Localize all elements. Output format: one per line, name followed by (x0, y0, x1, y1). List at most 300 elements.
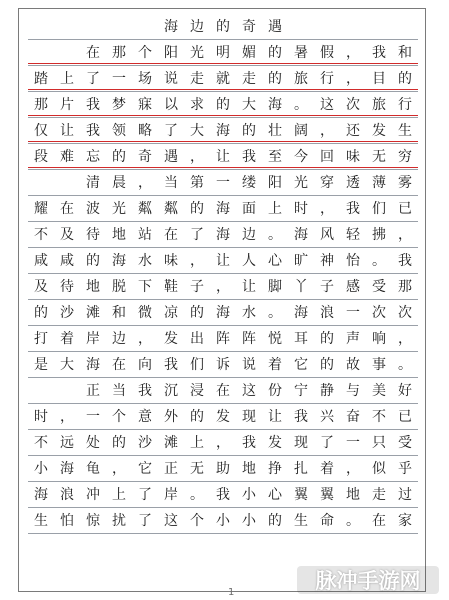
grid-cell: 助 (216, 460, 230, 477)
grid-cell: 过 (398, 486, 412, 503)
grid-cell: 大 (242, 96, 256, 113)
grid-cell: 家 (398, 512, 412, 529)
grid-cell: 光 (190, 44, 204, 61)
grid-cell: 挣 (268, 460, 282, 477)
grid-cell: 至 (268, 148, 282, 165)
grid-cell: 滩 (164, 434, 178, 451)
grid-cell: 发 (372, 122, 386, 139)
red-underline (28, 63, 418, 64)
grid-cell: 咸 (60, 252, 74, 269)
grid-cell: 海 (60, 460, 74, 477)
grid-cell: 。 (190, 486, 204, 503)
grid-cell: 还 (346, 122, 360, 139)
grid-cell: ， (216, 434, 230, 451)
grid-cell: ， (112, 460, 126, 477)
grid-cell: 粼 (164, 200, 178, 217)
grid-cell: 在 (164, 226, 178, 243)
grid-cell: 段 (34, 148, 48, 165)
grid-cell: 雾 (398, 174, 412, 191)
grid-cell: ， (190, 148, 204, 165)
grid-cell (28, 40, 54, 65)
grid-cell: 水 (242, 304, 256, 321)
grid-cell: 了 (164, 122, 178, 139)
grid-cell: 故 (346, 356, 360, 373)
grid-cell: 无 (190, 460, 204, 477)
grid-cell: 处 (86, 434, 100, 451)
grid-cell (54, 378, 80, 403)
grid-cell: 已 (398, 200, 412, 217)
page-number: 1 (228, 587, 235, 598)
grid-cell: ， (138, 174, 152, 191)
grid-cell: 让 (216, 148, 230, 165)
grid-cell: 回 (320, 148, 334, 165)
grid-cell: 岸 (164, 486, 178, 503)
grid-cell: 只 (372, 434, 386, 451)
red-underline (28, 115, 418, 116)
grid-cell: 让 (60, 122, 74, 139)
grid-cell: 浪 (320, 304, 334, 321)
red-underline (28, 141, 418, 142)
grid-cell: 海 (216, 200, 230, 217)
grid-cell: 及 (34, 278, 48, 295)
grid-cell: 忘 (86, 148, 100, 165)
grid-cell: 壮 (268, 122, 282, 139)
grid-cell (54, 40, 80, 65)
grid-cell: 正 (164, 460, 178, 477)
grid-cell: 光 (294, 174, 308, 191)
grid-cell: 已 (398, 408, 412, 425)
grid-cell: 我 (138, 382, 152, 399)
grid-cell: 份 (268, 382, 282, 399)
grid-cell: 梦 (112, 96, 126, 113)
grid-cell: ， (320, 122, 334, 139)
grid-cell: 就 (216, 70, 230, 87)
grid-cell: 一 (112, 70, 126, 87)
grid-cell: 时 (294, 200, 308, 217)
grid-cell: 鞋 (164, 278, 178, 295)
grid-cell: 暑 (294, 44, 308, 61)
grid-cell: 清 (86, 174, 100, 191)
grid-cell: 。 (294, 96, 308, 113)
grid-cell: 在 (372, 512, 386, 529)
grid-cell: 惊 (86, 512, 100, 529)
grid-cell: 兴 (320, 408, 334, 425)
grid-cell: 扰 (112, 512, 126, 529)
grid-cell: 我 (346, 200, 360, 217)
grid-cell: 微 (138, 304, 152, 321)
grid-cell: 上 (112, 486, 126, 503)
grid-cell: 在 (60, 200, 74, 217)
grid-cell: 这 (242, 382, 256, 399)
grid-cell: 我 (372, 44, 386, 61)
grid-cell: 乎 (398, 460, 412, 477)
grid-cell: 我 (398, 252, 412, 269)
grid-cell: 怕 (60, 512, 74, 529)
grid-cell: 子 (320, 278, 334, 295)
grid-cell: 光 (112, 200, 126, 217)
grid-cell: 与 (346, 382, 360, 399)
grid-cell: 次 (346, 96, 360, 113)
grid-cell: 现 (294, 434, 308, 451)
grid-cell: 外 (164, 408, 178, 425)
grid-cell: ， (398, 330, 412, 347)
grid-cell: 晨 (112, 174, 126, 191)
grid-cell: 我 (242, 148, 256, 165)
grid-cell: 海 (294, 226, 308, 243)
grid-cell: 。 (268, 304, 282, 321)
grid-cell: 面 (242, 200, 256, 217)
grid-cell: 上 (190, 434, 204, 451)
grid-cell: 阔 (294, 122, 308, 139)
red-underline (28, 167, 418, 168)
grid-cell: 旅 (294, 70, 308, 87)
grid-cell: 海 (216, 122, 230, 139)
grid-cell: 的 (190, 408, 204, 425)
grid-cell: 是 (34, 356, 48, 373)
grid-cell: 们 (372, 200, 386, 217)
grid-cell: 次 (398, 304, 412, 321)
grid-cell: 着 (320, 460, 334, 477)
grid-cell: 穿 (320, 174, 334, 191)
grid-cell: 它 (138, 460, 152, 477)
grid-cell: 的 (86, 252, 100, 269)
grid-cell: 一 (216, 174, 230, 191)
grid-cell: 在 (86, 44, 100, 61)
grid-cell: 的 (268, 44, 282, 61)
grid-cell: 的 (190, 200, 204, 217)
grid-cell: 脱 (112, 278, 126, 295)
grid-cell: 声 (346, 330, 360, 347)
grid-cell: 走 (190, 70, 204, 87)
grid-cell: 和 (398, 44, 412, 61)
grid-cell: 拂 (372, 226, 386, 243)
grid-cell: ， (60, 408, 74, 425)
grid-cell: 场 (138, 70, 152, 87)
grid-cell: 略 (138, 122, 152, 139)
grid-cell: ， (346, 44, 360, 61)
grid-cell: 不 (372, 408, 386, 425)
grid-cell: 它 (294, 356, 308, 373)
grid-cell: 我 (86, 122, 100, 139)
grid-cell: 地 (346, 486, 360, 503)
grid-cell: 海 (216, 226, 230, 243)
grid-cell: 旅 (372, 96, 386, 113)
grid-cell: 。 (372, 252, 386, 269)
grid-cell: 响 (372, 330, 386, 347)
essay-line (28, 456, 418, 482)
grid-cell: 说 (242, 356, 256, 373)
grid-cell: 上 (268, 200, 282, 217)
grid-cell: 了 (86, 70, 100, 87)
grid-cell: 打 (34, 330, 48, 347)
grid-cell: 当 (164, 174, 178, 191)
grid-cell: 走 (242, 70, 256, 87)
grid-cell: 在 (216, 382, 230, 399)
grid-cell: 小 (34, 460, 48, 477)
grid-cell: 海 (86, 356, 100, 373)
grid-cell (54, 170, 80, 195)
grid-cell: 的 (320, 356, 334, 373)
grid-cell: 着 (60, 330, 74, 347)
watermark-logo: 脉冲手游网 (297, 566, 439, 594)
grid-cell: 边 (112, 330, 126, 347)
grid-cell: 的 (190, 304, 204, 321)
grid-cell: 及 (60, 226, 74, 243)
grid-cell: 的 (268, 70, 282, 87)
grid-cell: 向 (138, 356, 152, 373)
grid-cell: 的 (216, 96, 230, 113)
grid-cell: 透 (346, 174, 360, 191)
grid-cell: 命 (320, 512, 334, 529)
grid-cell: 事 (372, 356, 386, 373)
grid-cell: 小 (242, 512, 256, 529)
grid-cell: 似 (372, 460, 386, 477)
grid-cell: 现 (242, 408, 256, 425)
grid-cell: 行 (320, 70, 334, 87)
grid-cell: 一 (86, 408, 100, 425)
grid-cell: 小 (216, 512, 230, 529)
grid-cell: 领 (112, 122, 126, 139)
grid-cell: 这 (320, 96, 334, 113)
grid-cell: 波 (86, 200, 100, 217)
grid-cell: 旷 (294, 252, 308, 269)
grid-cell: 的 (242, 122, 256, 139)
grid-cell: 沙 (60, 304, 74, 321)
grid-cell: 地 (86, 278, 100, 295)
grid-cell: 龟 (86, 460, 100, 477)
grid-cell: 着 (268, 356, 282, 373)
grid-cell: ， (346, 70, 360, 87)
grid-cell: 静 (320, 382, 334, 399)
essay-line (28, 352, 418, 378)
grid-cell: 阳 (164, 44, 178, 61)
grid-cell: 海 (216, 304, 230, 321)
grid-cell: 冲 (86, 486, 100, 503)
grid-cell: 受 (372, 278, 386, 295)
grid-cell: 心 (268, 486, 282, 503)
grid-cell: 让 (216, 252, 230, 269)
grid-cell: 不 (34, 226, 48, 243)
grid-cell: 个 (190, 512, 204, 529)
grid-cell: 生 (398, 122, 412, 139)
grid-cell: 。 (268, 226, 282, 243)
grid-cell: 凉 (164, 304, 178, 321)
grid-cell: 翼 (294, 486, 308, 503)
essay-line (28, 196, 418, 222)
grid-cell: 让 (242, 278, 256, 295)
essay-line (28, 482, 418, 508)
grid-cell: 悦 (268, 330, 282, 347)
grid-cell: 一 (346, 434, 360, 451)
grid-cell: 仅 (34, 122, 48, 139)
grid-cell: 地 (112, 226, 126, 243)
grid-cell: 丫 (294, 278, 308, 295)
grid-cell: 次 (372, 304, 386, 321)
grid-cell: 人 (242, 252, 256, 269)
grid-cell: 耀 (34, 200, 48, 217)
title-line: 海 边 的 奇 遇 (28, 14, 418, 40)
grid-cell: 说 (164, 70, 178, 87)
grid-cell (28, 378, 54, 403)
grid-cell: 阵 (242, 330, 256, 347)
grid-cell: 缕 (242, 174, 256, 191)
grid-cell: 我 (294, 408, 308, 425)
grid-cell: 子 (190, 278, 204, 295)
grid-cell: 沉 (164, 382, 178, 399)
red-underline (28, 89, 418, 90)
grid-cell: 片 (60, 96, 74, 113)
grid-cell: 我 (164, 356, 178, 373)
grid-cell: 神 (320, 252, 334, 269)
essay-line (28, 274, 418, 300)
grid-cell: 小 (242, 486, 256, 503)
grid-cell: 海 (294, 304, 308, 321)
grid-cell: 轻 (346, 226, 360, 243)
grid-cell: 扎 (294, 460, 308, 477)
grid-cell: ， (190, 252, 204, 269)
essay-line (28, 378, 418, 404)
essay-line (28, 508, 418, 534)
grid-cell: 沙 (138, 434, 152, 451)
grid-cell: 。 (398, 356, 412, 373)
grid-cell: 心 (268, 252, 282, 269)
grid-cell: 难 (60, 148, 74, 165)
grid-cell: 和 (112, 304, 126, 321)
grid-cell: 怡 (346, 252, 360, 269)
grid-cell: 滩 (86, 304, 100, 321)
grid-cell: 这 (164, 512, 178, 529)
grid-cell: 个 (112, 408, 126, 425)
essay-line (28, 326, 418, 352)
grid-cell: 我 (216, 486, 230, 503)
grid-cell: 味 (346, 148, 360, 165)
grid-cell: 穷 (398, 148, 412, 165)
grid-cell: 的 (34, 304, 48, 321)
grid-cell: 水 (138, 252, 152, 269)
grid-cell: 站 (138, 226, 152, 243)
grid-cell: 生 (294, 512, 308, 529)
grid-cell: 了 (320, 434, 334, 451)
grid-cell: 不 (34, 434, 48, 451)
grid-cell: 那 (398, 278, 412, 295)
grid-cell: 浸 (190, 382, 204, 399)
grid-cell: 我 (242, 434, 256, 451)
grid-cell: 踏 (34, 70, 48, 87)
grid-cell: 。 (346, 512, 360, 529)
grid-cell: 宁 (294, 382, 308, 399)
grid-cell: 粼 (138, 200, 152, 217)
grid-cell: 我 (86, 96, 100, 113)
grid-cell: 们 (190, 356, 204, 373)
grid-cell: 目 (372, 70, 386, 87)
grid-cell: 远 (60, 434, 74, 451)
grid-cell: 脚 (268, 278, 282, 295)
essay-line (28, 222, 418, 248)
grid-cell: 一 (346, 304, 360, 321)
grid-cell: ， (216, 278, 230, 295)
grid-cell: 薄 (372, 174, 386, 191)
grid-cell: 待 (86, 226, 100, 243)
grid-cell: 无 (372, 148, 386, 165)
grid-cell: 的 (320, 330, 334, 347)
grid-cell: 好 (398, 382, 412, 399)
grid-cell: 意 (138, 408, 152, 425)
grid-cell: 遇 (164, 148, 178, 165)
grid-cell: 那 (34, 96, 48, 113)
grid-cell: 大 (190, 122, 204, 139)
grid-cell: 今 (294, 148, 308, 165)
grid-cell: 正 (86, 382, 100, 399)
grid-cell: 发 (164, 330, 178, 347)
grid-cell: 耳 (294, 330, 308, 347)
grid-cell: 的 (398, 70, 412, 87)
essay-line (28, 248, 418, 274)
grid-cell: 浪 (60, 486, 74, 503)
grid-cell (28, 170, 54, 195)
grid-cell: 味 (164, 252, 178, 269)
grid-cell: 咸 (34, 252, 48, 269)
grid-cell: 边 (242, 226, 256, 243)
grid-cell: 了 (190, 226, 204, 243)
grid-cell: 在 (112, 356, 126, 373)
grid-cell: 个 (138, 44, 152, 61)
grid-cell: 阵 (216, 330, 230, 347)
grid-cell: 当 (112, 382, 126, 399)
grid-cell: 的 (268, 512, 282, 529)
grid-cell: 走 (372, 486, 386, 503)
grid-cell: 大 (60, 356, 74, 373)
essay-line (28, 430, 418, 456)
grid-cell: 发 (268, 434, 282, 451)
grid-cell: 翼 (320, 486, 334, 503)
grid-cell: 海 (268, 96, 282, 113)
grid-cell: 美 (372, 382, 386, 399)
grid-cell: 发 (216, 408, 230, 425)
grid-cell: 了 (138, 486, 152, 503)
grid-cell: 生 (34, 512, 48, 529)
grid-cell: 受 (398, 434, 412, 451)
grid-cell: 待 (60, 278, 74, 295)
grid-cell: 明 (216, 44, 230, 61)
grid-cell: 以 (164, 96, 178, 113)
grid-cell: ， (138, 330, 152, 347)
grid-cell: 风 (320, 226, 334, 243)
essay-line (28, 170, 418, 196)
grid-cell: ， (398, 226, 412, 243)
grid-cell: 下 (138, 278, 152, 295)
essay-line (28, 404, 418, 430)
grid-cell: 让 (268, 408, 282, 425)
grid-cell: 诉 (216, 356, 230, 373)
grid-cell: 海 (34, 486, 48, 503)
grid-cell: 的 (112, 434, 126, 451)
grid-cell: 了 (138, 512, 152, 529)
grid-cell: ， (320, 200, 334, 217)
grid-cell: 时 (34, 408, 48, 425)
grid-cell: 第 (190, 174, 204, 191)
essay-line (28, 300, 418, 326)
grid-cell: 假 (320, 44, 334, 61)
grid-cell: 求 (190, 96, 204, 113)
grid-cell: ， (346, 460, 360, 477)
grid-cell: 奇 (138, 148, 152, 165)
grid-cell: 的 (112, 148, 126, 165)
grid-cell: 海 (112, 252, 126, 269)
grid-cell: 奋 (346, 408, 360, 425)
grid-cell: 那 (112, 44, 126, 61)
grid-cell: 出 (190, 330, 204, 347)
grid-cell: 地 (242, 460, 256, 477)
